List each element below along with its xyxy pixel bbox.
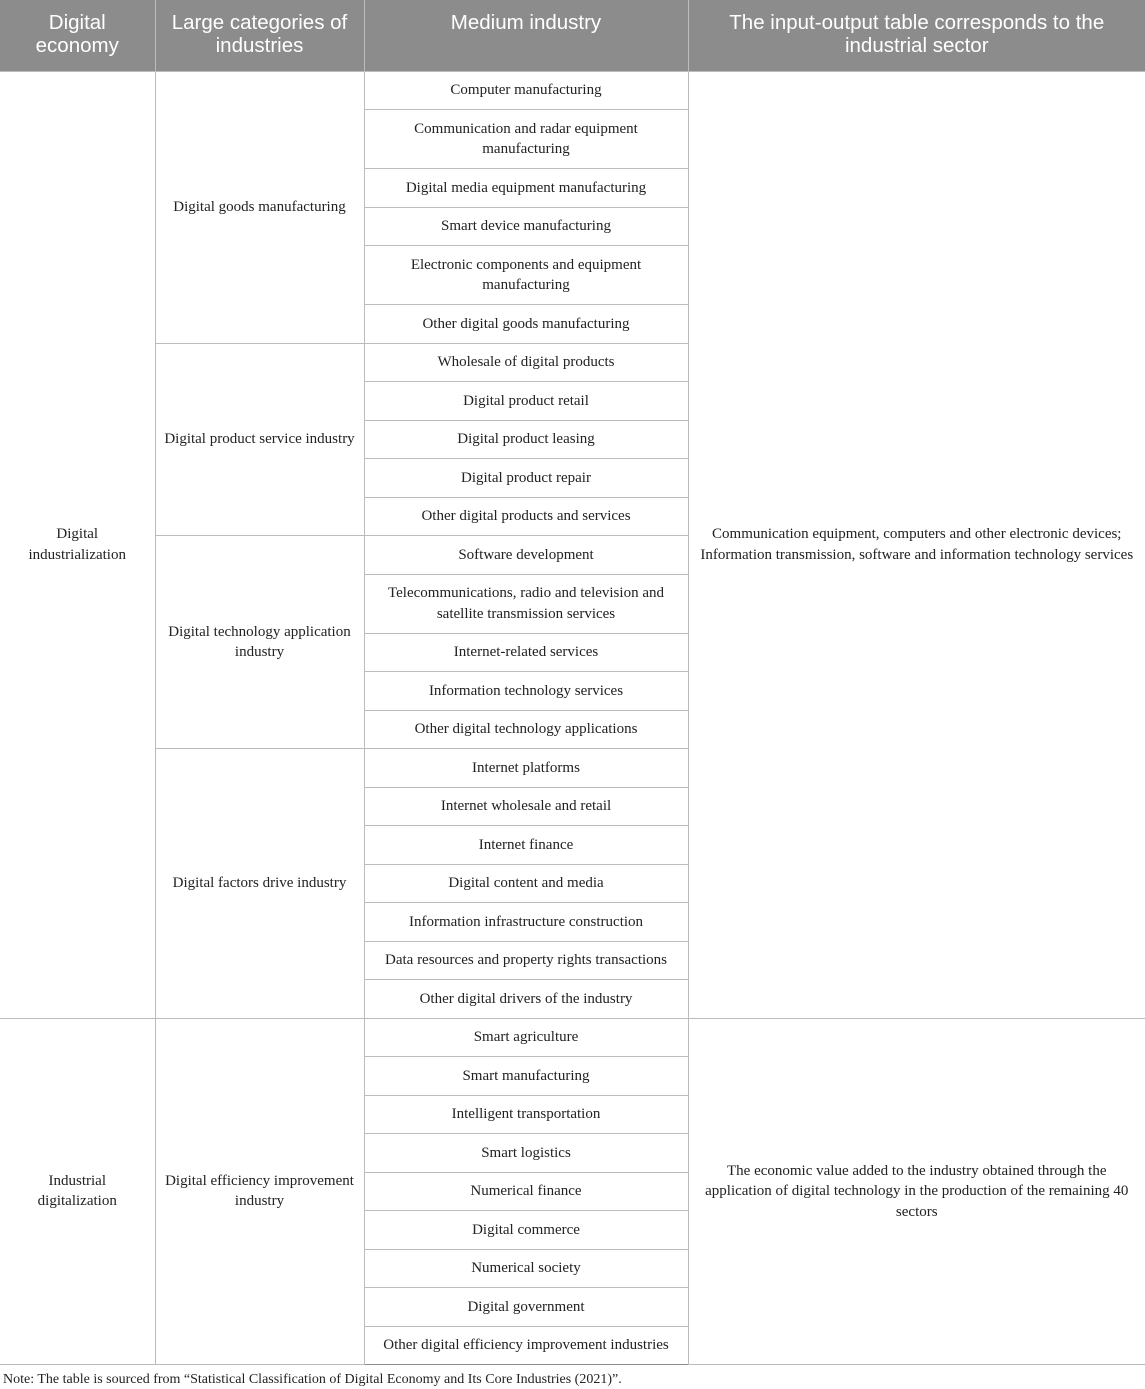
medium-industry-cell: Numerical society: [364, 1249, 688, 1288]
header-medium-industry-label: Medium industry: [450, 11, 602, 34]
medium-industry-cell: Smart logistics: [364, 1134, 688, 1173]
header-digital-economy: [0, 0, 155, 71]
header-io-sector-label: The input-output table corresponds to the industrial sector: [729, 11, 1105, 57]
category-cell: Digital factors drive industry: [155, 749, 364, 1019]
table-row: [0, 71, 1145, 110]
medium-industry-cell: Digital product leasing: [364, 420, 688, 459]
medium-industry-cell: Digital content and media: [364, 864, 688, 903]
medium-industry-cell: Other digital technology applications: [364, 710, 688, 749]
medium-industry-cell: Internet wholesale and retail: [364, 787, 688, 826]
medium-industry-cell: Internet-related services: [364, 633, 688, 672]
medium-industry-cell: Electronic components and equipment manufacturing: [364, 246, 688, 305]
medium-industry-cell: Telecommunications, radio and television and satellite transmission services: [364, 574, 688, 633]
medium-industry-cell: Information infrastructure construction: [364, 903, 688, 942]
economy-cell: Industrial digitalization: [0, 1018, 155, 1365]
category-cell: Digital efficiency improvement industry: [155, 1018, 364, 1365]
header-io-sector: [688, 0, 1145, 71]
medium-industry-cell: Communication and radar equipment manufacturing: [364, 110, 688, 169]
medium-industry-cell: Smart agriculture: [364, 1018, 688, 1057]
economy-cell: Digital industrialization: [0, 71, 155, 1018]
medium-industry-cell: Internet platforms: [364, 749, 688, 788]
medium-industry-cell: Data resources and property rights transactions: [364, 941, 688, 980]
medium-industry-cell: Other digital products and services: [364, 497, 688, 536]
header-medium-industry: [364, 0, 688, 71]
header-row: [0, 0, 1145, 71]
header-digital-economy-label: Digital economy: [35, 11, 119, 57]
category-cell: Digital goods manufacturing: [155, 71, 364, 343]
medium-industry-cell: Digital government: [364, 1288, 688, 1327]
table-row: [0, 1018, 1145, 1057]
medium-industry-cell: Other digital drivers of the industry: [364, 980, 688, 1019]
medium-industry-cell: Other digital efficiency improvement industries: [364, 1326, 688, 1365]
medium-industry-cell: Information technology services: [364, 672, 688, 711]
sector-cell: The economic value added to the industry obtained through the application of digital technology in the production of the remaining 40 sectors: [688, 1018, 1145, 1365]
medium-industry-cell: Digital commerce: [364, 1211, 688, 1250]
medium-industry-cell: Wholesale of digital products: [364, 343, 688, 382]
medium-industry-cell: Numerical finance: [364, 1172, 688, 1211]
medium-industry-cell: Smart manufacturing: [364, 1057, 688, 1096]
header-large-categories-label: Large categories of industries: [171, 11, 348, 57]
category-cell: Digital technology application industry: [155, 536, 364, 749]
medium-industry-cell: Digital media equipment manufacturing: [364, 169, 688, 208]
sector-cell: Communication equipment, computers and other electronic devices; Information transmission, software and information technology services: [688, 71, 1145, 1018]
medium-industry-cell: Software development: [364, 536, 688, 575]
medium-industry-cell: Smart device manufacturing: [364, 207, 688, 246]
medium-industry-cell: Computer manufacturing: [364, 71, 688, 110]
category-cell: Digital product service industry: [155, 343, 364, 536]
medium-industry-cell: Digital product repair: [364, 459, 688, 498]
medium-industry-cell: Intelligent transportation: [364, 1095, 688, 1134]
table-note: Note: The table is sourced from “Statistical Classification of Digital Economy and Its Core Industries (2021)”.: [3, 1372, 622, 1387]
medium-industry-cell: Digital product retail: [364, 382, 688, 421]
header-large-categories: [155, 0, 364, 71]
medium-industry-cell: Internet finance: [364, 826, 688, 865]
medium-industry-cell: Other digital goods manufacturing: [364, 305, 688, 344]
